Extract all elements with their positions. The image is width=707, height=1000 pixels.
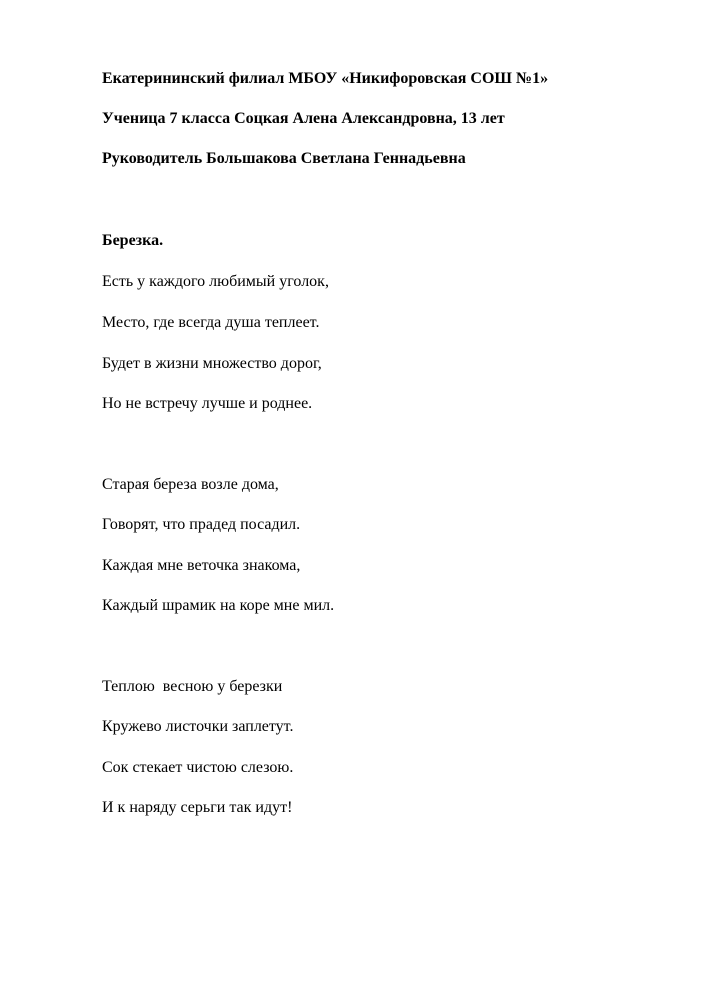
poem-line: И к наряду серьги так идут!: [102, 799, 293, 816]
poem-line: Но не встречу лучше и роднее.: [102, 395, 313, 412]
poem-line: Теплою весною у березки: [102, 678, 283, 695]
student-info: Ученица 7 класса Соцкая Алена Александровна, 13 лет: [102, 110, 505, 127]
poem-line: Старая береза возле дома,: [102, 476, 279, 493]
poem-line: Сок стекает чистою слезою.: [102, 759, 294, 776]
poem-line: Будет в жизни множество дорог,: [102, 355, 322, 372]
poem-line: Каждый шрамик на коре мне мил.: [102, 597, 335, 614]
poem-title: Березка.: [102, 232, 164, 249]
poem-line: Каждая мне веточка знакома,: [102, 557, 301, 574]
poem-line: Кружево листочки заплетут.: [102, 718, 294, 735]
poem-line: Говорят, что прадед посадил.: [102, 516, 301, 533]
school-name: Екатерининский филиал МБОУ «Никифоровская СОШ №1»: [102, 70, 549, 87]
poem-line: Место, где всегда душа теплеет.: [102, 314, 320, 331]
poem-line: Есть у каждого любимый уголок,: [102, 273, 329, 290]
supervisor-info: Руководитель Большакова Светлана Геннадьевна: [102, 150, 466, 167]
